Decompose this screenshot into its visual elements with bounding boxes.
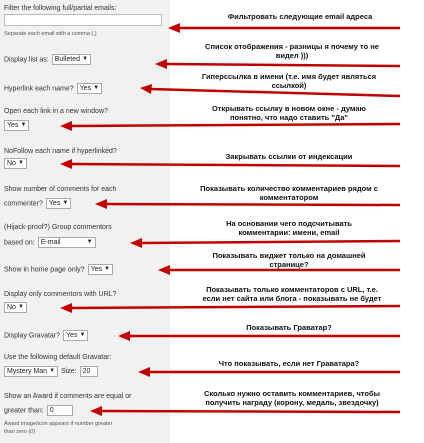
note-url-only-1: Показывать только комментаторов с URL, т.е. [206, 285, 378, 294]
note-hyperlink-2: ссылкой) [271, 81, 307, 90]
chevron-down-icon: ▼ [86, 239, 93, 245]
note-award-2: получить награду (корону, медаль, звездочку) [205, 398, 379, 407]
arrow-head-nofollow [60, 159, 72, 169]
award-label-1: Show an Award if comments are equal or [4, 393, 132, 400]
show-comments-value: Yes [48, 200, 61, 207]
arrow-head-display-list [155, 59, 167, 69]
note-default-gravatar [176, 359, 402, 368]
note-display-list-1: Список отображения - разницы я почему то не [205, 42, 379, 51]
group-commentors-value: E-mail [40, 239, 61, 246]
filter-label: Filter the following full/partial emails: [4, 5, 117, 12]
note-group-commentors-2: комментарии: имени, email [238, 228, 340, 237]
note-filter [200, 12, 400, 21]
show-comments-label-1: Show number of comments for each [4, 186, 117, 193]
arrow-hyperlink [150, 89, 400, 96]
arrow-head-new-window [60, 121, 72, 131]
note-award [174, 389, 410, 407]
note-default-gravatar-text: Что показывать, если нет Граватара? [218, 359, 360, 368]
show-comments-label-2: commenter? [4, 200, 43, 208]
gravatar-value: Yes [66, 332, 78, 339]
default-gravatar-value: Mystery Man [7, 368, 48, 375]
arrow-group-commentors [140, 241, 400, 243]
size-label: Size: [61, 368, 77, 376]
note-new-window-2: понятно, что надо ставить "Да" [230, 113, 348, 122]
arrow-new-window [70, 124, 400, 126]
note-group-commentors [176, 219, 402, 237]
gravatar-label: Display Gravatar? [4, 332, 61, 340]
new-window-value: Yes [7, 122, 19, 129]
arrow-show-comments [105, 204, 400, 205]
note-home-page-1: Показывать виджет только на домашней [212, 251, 366, 260]
award-hint-1: Award image/icon appears if number greater [4, 421, 113, 427]
note-nofollow [176, 152, 402, 161]
chevron-down-icon: ▼ [104, 266, 110, 272]
arrow-head-group-commentors [130, 238, 142, 248]
arrow-url-only [70, 306, 400, 308]
arrow-head-home-page [158, 265, 170, 275]
home-page-value: Yes [90, 266, 102, 273]
nofollow-value: No [7, 160, 16, 167]
chevron-down-icon: ▼ [20, 122, 27, 128]
nofollow-label: NoFollow each name if hyperlinked? [4, 148, 117, 155]
note-home-page-2: странице? [269, 260, 309, 269]
award-threshold-input[interactable]: 0 [47, 405, 73, 416]
url-only-value: No [7, 304, 16, 311]
url-only-label: Display only commentors with URL? [4, 291, 117, 298]
note-show-comments [176, 184, 402, 202]
note-show-comments-1: Показывать количество комментариев рядом с [200, 184, 378, 193]
hyperlink-label: Hyperlink each name? [4, 85, 74, 93]
hyperlink-value: Yes [79, 85, 92, 92]
chevron-down-icon: ▼ [49, 368, 56, 374]
arrow-award [100, 411, 400, 412]
arrow-head-filter [168, 23, 180, 33]
arrow-display-list [165, 64, 400, 66]
display-list-value: Bulleted [54, 56, 81, 63]
chevron-down-icon: ▼ [93, 85, 100, 91]
arrow-head-award [90, 406, 102, 416]
arrow-head-default-gravatar [138, 367, 150, 377]
note-nofollow-text: Закрывать ссылки от индексации [225, 152, 353, 161]
chevron-down-icon: ▼ [82, 56, 89, 62]
arrow-head-gravatar [118, 331, 130, 341]
arrow-head-hyperlink [140, 84, 152, 94]
award-label-2: greater than: [4, 407, 44, 415]
note-display-list-2: видел ))) [275, 51, 309, 60]
chevron-down-icon: ▼ [18, 304, 24, 310]
note-show-comments-2: комментатором [259, 193, 319, 202]
size-input[interactable]: 20 [80, 366, 98, 377]
default-gravatar-label: Use the following default Gravatar: [4, 354, 112, 361]
note-gravatar-text: Показывать Граватар? [246, 323, 332, 332]
group-commentors-label-1: (Hijack-proof?) Group commentors [4, 224, 112, 231]
new-window-label: Open each link in a new window? [4, 108, 108, 115]
note-display-list [174, 42, 410, 60]
arrow-nofollow [70, 164, 400, 166]
display-list-label: Display list as: [4, 56, 49, 64]
note-url-only-2: если нет сайта или блога - показывать не будет [202, 294, 382, 303]
group-commentors-label-2: based on: [4, 239, 35, 247]
note-award-1: Сколько нужно оставить комментариев, чтобы [203, 389, 381, 398]
arrow-head-show-comments [95, 199, 107, 209]
filter-hint: Separate each email with a comma (,) [4, 31, 97, 37]
note-url-only [172, 285, 412, 303]
award-hint-2: than zero (0) [4, 429, 36, 435]
note-filter-text: Фильтровать следующие email адреса [227, 12, 373, 21]
home-page-label: Show in home page only? [4, 266, 85, 274]
note-hyperlink-1: Гиперссылка в имени (т.е. имя будет являться [201, 72, 377, 81]
note-new-window-1: Открывать ссылку в новом окне - думаю [212, 104, 366, 113]
arrow-head-url-only [60, 303, 72, 313]
note-hyperlink [176, 72, 402, 90]
note-gravatar [176, 323, 402, 332]
chevron-down-icon: ▼ [79, 332, 86, 338]
note-group-commentors-1: На основании чего подсчитывать [226, 219, 352, 228]
note-new-window [176, 104, 402, 122]
chevron-down-icon: ▼ [62, 200, 69, 206]
note-home-page [176, 251, 402, 269]
chevron-down-icon: ▼ [18, 160, 24, 166]
